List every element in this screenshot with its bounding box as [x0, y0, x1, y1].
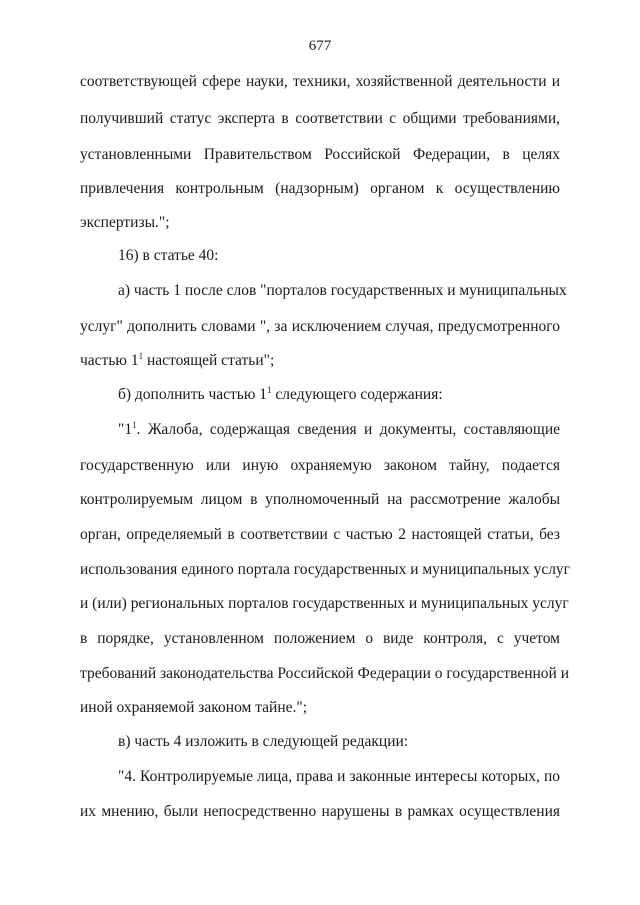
text-fragment: настоящей статьи";	[143, 352, 275, 369]
text-fragment: частью 1	[80, 352, 139, 369]
text-fragment: . Жалоба, содержащая сведения и документы, составляющие	[136, 421, 560, 438]
text-line: их мнению, были непосредственно нарушены в рамках осуществления	[80, 803, 560, 820]
superscript: 1	[132, 420, 137, 430]
text-line: получивший статус эксперта в соответствии с общими требованиями,	[80, 110, 560, 127]
page-number: 677	[308, 38, 332, 54]
superscript: 1	[267, 385, 272, 395]
text-line: иной охраняемой законом тайне.";	[80, 699, 308, 716]
text-line: в порядке, установленном положением о виде контроля, с учетом	[80, 630, 560, 647]
text-fragment: б) дополнить частью 1	[118, 386, 268, 403]
text-line: услуг" дополнить словами ", за исключением случая, предусмотренного	[80, 318, 560, 335]
text-line: в) часть 4 изложить в следующей редакции:	[118, 733, 409, 750]
text-line: установленными Правительством Российской Федерации, в целях	[80, 146, 560, 163]
text-line: экспертизы.";	[80, 214, 170, 231]
text-fragment: следующего содержания:	[271, 386, 443, 403]
text-line: 16) в статье 40:	[118, 247, 219, 264]
text-fragment: "1	[118, 421, 133, 438]
text-line: требований законодательства Российской Федерации о государственной и	[80, 665, 570, 682]
text-line: орган, определяемый в соответствии с частью 2 настоящей статьи, без	[80, 526, 560, 543]
text-line: государственную или иную охраняемую законом тайну, подается	[80, 457, 560, 474]
text-line: использования единого портала государственных и муниципальных услуг	[80, 561, 571, 578]
text-line: "4. Контролируемые лица, права и законные интересы которых, по	[118, 768, 560, 785]
text-line: а) часть 1 после слов "порталов государственных и муниципальных	[118, 282, 567, 299]
text-line: контролируемым лицом в уполномоченный на рассмотрение жалобы	[80, 491, 560, 508]
text-line	[80, 351, 560, 371]
superscript: 1	[138, 351, 144, 361]
text-line: и (или) региональных порталов государственных и муниципальных услуг	[80, 595, 569, 612]
text-line	[118, 420, 560, 440]
text-line	[118, 385, 560, 405]
text-line: соответствующей сфере науки, техники, хозяйственной деятельности и	[80, 73, 560, 90]
text-line: привлечения контрольным (надзорным) органом к осуществлению	[80, 180, 560, 197]
